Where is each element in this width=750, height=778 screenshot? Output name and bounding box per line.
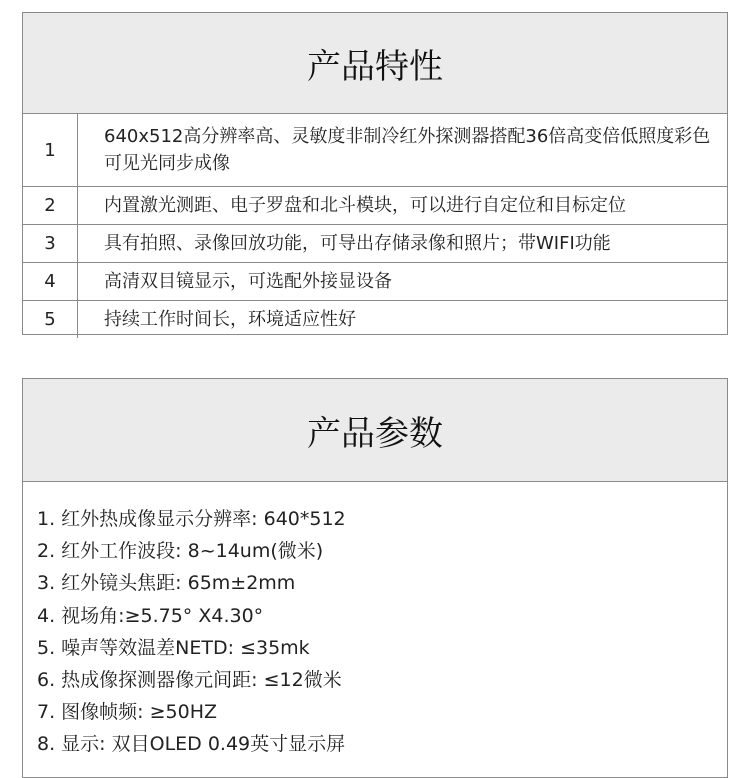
list-item: 3. 红外镜头焦距: 65m±2mm: [37, 572, 296, 595]
row-number: 2: [23, 187, 78, 225]
list-item: 1. 红外热成像显示分辨率: 640*512: [37, 508, 346, 530]
product-params-panel: [22, 378, 728, 778]
list-item: 2. 红外工作波段: 8~14um(微米): [37, 540, 324, 563]
list-item: 4. 视场角:≥5.75° X4.30°: [37, 604, 264, 627]
row-number: 5: [23, 301, 78, 339]
product-features-panel: [22, 12, 728, 335]
row-text: 高清双目镜显示，可选配外接显设备: [78, 263, 728, 301]
list-item: 8. 显示: 双目OLED 0.49英寸显示屏: [37, 733, 346, 756]
row-number: 4: [23, 263, 78, 301]
list-item: 6. 热成像探测器像元间距: ≤12微米: [37, 669, 342, 692]
table-row: [23, 187, 727, 225]
table-row: [23, 225, 727, 263]
params-title: 产品参数: [23, 379, 727, 482]
row-number: 1: [23, 114, 78, 187]
table-row: [23, 114, 727, 187]
table-row: [23, 263, 727, 301]
features-table: [23, 114, 727, 338]
features-title: 产品特性: [23, 13, 727, 114]
table-row: [23, 301, 727, 339]
row-text: 640x512高分辨率高、灵敏度非制冷红外探测器搭配36倍高变倍低照度彩色可见光同步成像: [104, 126, 711, 174]
row-number: 3: [23, 225, 78, 263]
params-list: [23, 482, 727, 761]
list-item: 5. 噪声等效温差NETD: ≤35mk: [37, 636, 310, 659]
row-text: 具有拍照、录像回放功能，可导出存储录像和照片；带WIFI功能: [78, 225, 728, 263]
row-text: 持续工作时间长，环境适应性好: [78, 301, 728, 339]
list-item: 7. 图像帧频: ≥50HZ: [37, 701, 218, 724]
row-text: 内置激光测距、电子罗盘和北斗模块，可以进行自定位和目标定位: [78, 187, 728, 225]
